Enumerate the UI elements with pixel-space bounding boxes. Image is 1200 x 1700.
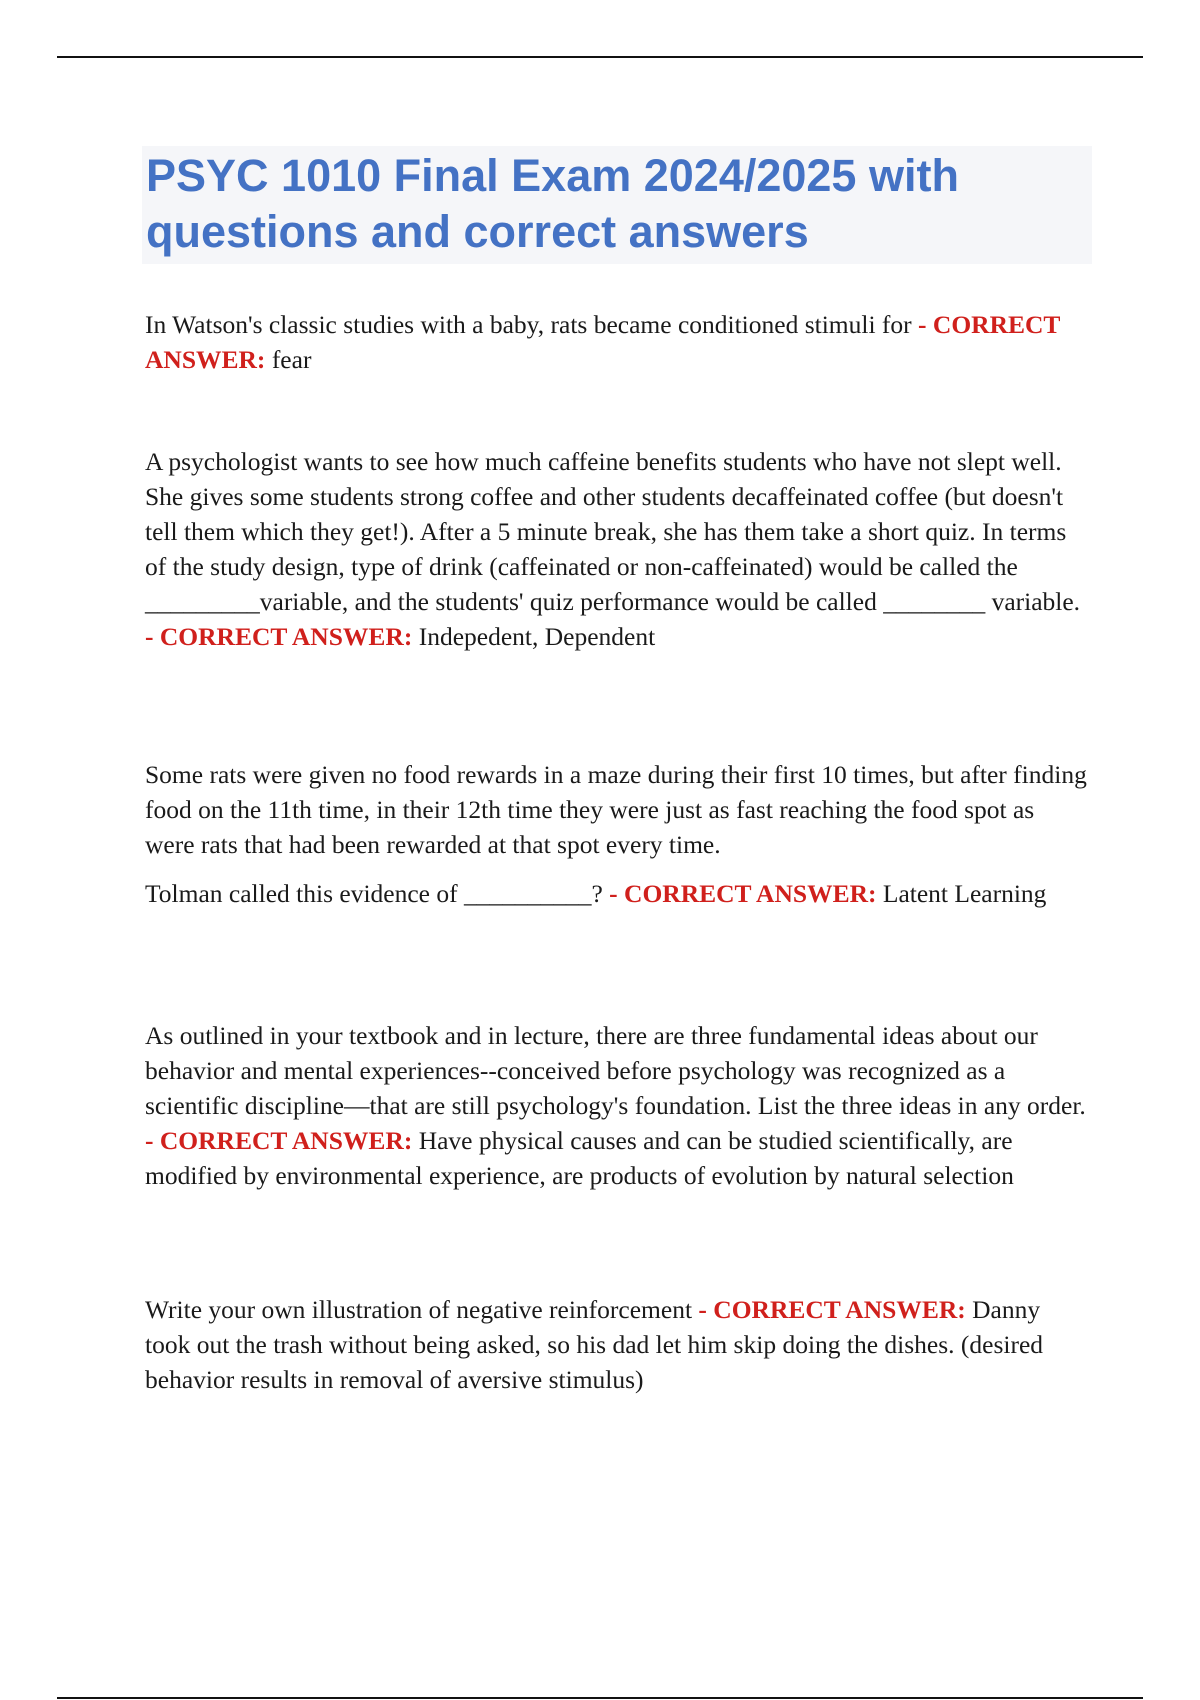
question-text: As outlined in your textbook and in lecture, there are three fundamental ideas about our behavior and mental experiences--conceived before psychology was recognized as a scientific discipline—that are still psychology's foundation. List the three ideas in any order. xyxy=(145,1021,1086,1120)
correct-answer-marker: - CORRECT ANSWER: xyxy=(145,1126,413,1155)
question-text: Write your own illustration of negative reinforcement xyxy=(145,1295,693,1324)
correct-answer-marker: - CORRECT ANSWER: xyxy=(609,879,877,908)
qa-paragraph-continued xyxy=(145,876,1090,911)
qa-item-5 xyxy=(145,1292,1090,1397)
qa-paragraph xyxy=(145,307,1090,377)
answer-text: Have physical causes and can be studied scientifically, are modified by environmental experience, are products of evolution by natural selection xyxy=(145,1126,1014,1190)
title-block xyxy=(142,146,1092,264)
question-text-continued: Tolman called this evidence of __________? xyxy=(145,879,603,908)
qa-item-4 xyxy=(145,1018,1090,1193)
question-text: Some rats were given no food rewards in a maze during their first 10 times, but after finding food on the 11th time, in their 12th time they were just as fast reaching the food spot as were rats that had been rewarded at that spot every time. xyxy=(145,760,1087,859)
qa-item-3 xyxy=(145,757,1090,911)
qa-paragraph xyxy=(145,1018,1090,1193)
answer-text: Latent Learning xyxy=(882,879,1047,908)
correct-answer-marker: - CORRECT ANSWER: xyxy=(145,622,413,651)
qa-item-1 xyxy=(145,307,1090,377)
document-title: PSYC 1010 Final Exam 2024/2025 with questions and correct answers xyxy=(146,150,959,257)
header-rule xyxy=(57,56,1143,58)
correct-answer-marker: - CORRECT ANSWER: xyxy=(698,1295,966,1324)
question-text: A psychologist wants to see how much caffeine benefits students who have not slept well. She gives some students strong coffee and other students decaffeinated coffee (but doesn't tell them which they get!). After a 5 minute break, she has them take a short quiz. In terms of the study design, type of drink (caffeinated or non-caffeinated) would be called the _________variable, and the students' quiz performance would be called ________ variable. xyxy=(145,447,1081,616)
correct-answer-marker: - CORRECT ANSWER: xyxy=(145,310,1060,374)
question-text: In Watson's classic studies with a baby, rats became conditioned stimuli for xyxy=(145,310,912,339)
answer-text: Indepedent, Dependent xyxy=(418,622,656,651)
qa-paragraph xyxy=(145,444,1090,654)
answer-text: fear xyxy=(271,345,312,374)
answer-text: Danny took out the trash without being asked, so his dad let him skip doing the dishes. (desired behavior results in removal of aversive stimulus) xyxy=(145,1295,1044,1394)
qa-paragraph xyxy=(145,1292,1090,1397)
footer-rule xyxy=(57,1697,1143,1699)
qa-item-2 xyxy=(145,444,1090,654)
qa-paragraph xyxy=(145,757,1090,862)
